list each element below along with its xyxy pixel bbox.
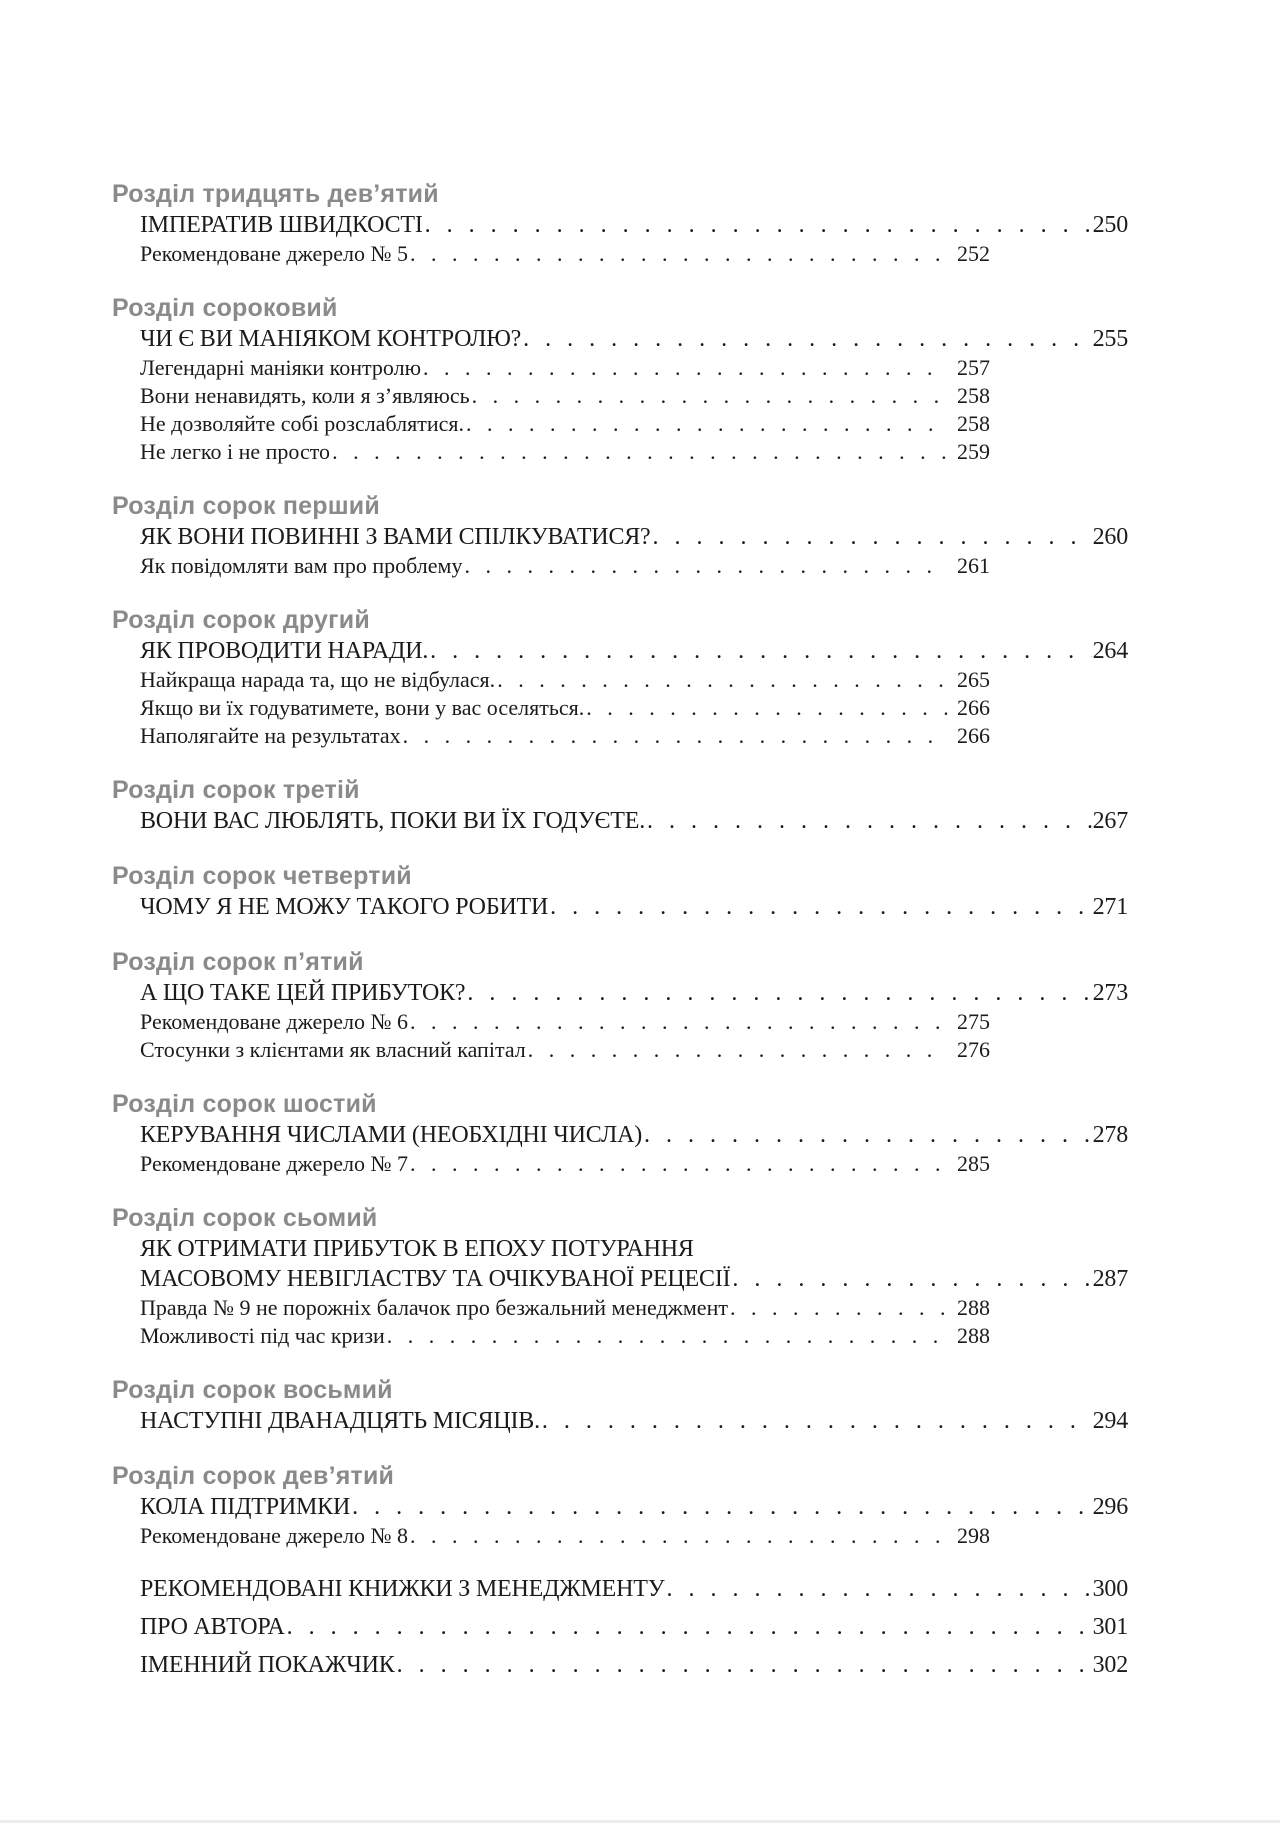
dot-leader xyxy=(395,1650,1092,1680)
toc-entry xyxy=(140,354,1128,382)
toc-sections xyxy=(112,178,1128,1680)
dot-leader xyxy=(350,1492,1092,1522)
toc-section xyxy=(112,860,1128,922)
entry-page-number: 260 xyxy=(1092,524,1128,550)
toc-entry xyxy=(140,694,1128,722)
toc-entry xyxy=(140,1234,1128,1264)
entry-label: Рекомендоване джерело № 6 xyxy=(140,1009,409,1034)
toc-entry xyxy=(140,1264,1128,1294)
section-heading: Розділ сорок третій xyxy=(112,776,360,804)
toc-entry xyxy=(140,1008,1128,1036)
toc-entry xyxy=(140,636,1128,666)
toc-entry xyxy=(140,978,1128,1008)
entry-page-number: 296 xyxy=(1092,1494,1128,1520)
toc-entry xyxy=(140,382,1128,410)
entry-page-number: 273 xyxy=(1092,980,1128,1006)
dot-leader xyxy=(526,1036,947,1064)
toc-section xyxy=(112,292,1128,466)
section-heading: Розділ сорок дев’ятий xyxy=(112,1462,395,1490)
toc-entry xyxy=(140,1120,1128,1150)
dot-leader xyxy=(728,1294,947,1322)
dot-leader xyxy=(408,1522,947,1550)
dot-leader xyxy=(408,240,947,268)
toc-entry xyxy=(140,892,1128,922)
section-heading: Розділ сорок шостий xyxy=(112,1090,377,1118)
entry-page-number: 261 xyxy=(957,553,990,578)
toc-entry xyxy=(140,1612,1128,1642)
entry-label: Якщо ви їх годуватимете, вони у вас оселяться. xyxy=(140,695,585,720)
dot-leader xyxy=(423,210,1092,240)
toc-section xyxy=(112,1374,1128,1436)
section-heading: Розділ сорок сьомий xyxy=(112,1204,378,1232)
dot-leader xyxy=(495,666,947,694)
entry-page-number: 285 xyxy=(957,1151,990,1176)
section-heading: Розділ тридцять дев’ятий xyxy=(112,180,439,208)
entry-page-number: 258 xyxy=(957,411,990,436)
dot-leader xyxy=(385,1322,947,1350)
entry-label: ІМПЕРАТИВ ШВИДКОСТІ xyxy=(140,212,423,238)
dot-leader xyxy=(465,978,1091,1008)
toc-entry xyxy=(140,410,1128,438)
entry-page-number: 298 xyxy=(957,1523,990,1548)
dot-leader xyxy=(401,722,947,750)
dot-leader xyxy=(540,1406,1092,1436)
entry-label: Можливості під час кризи xyxy=(140,1323,385,1348)
toc-section xyxy=(112,1088,1128,1178)
entry-page-number: 288 xyxy=(957,1295,990,1320)
entry-label: ПРО АВТОРА xyxy=(140,1614,285,1640)
toc-section xyxy=(112,604,1128,750)
entry-label: ЧОМУ Я НЕ МОЖУ ТАКОГО РОБИТИ xyxy=(140,894,549,920)
toc-entry xyxy=(140,438,1128,466)
dot-leader xyxy=(642,1120,1092,1150)
entry-label: Вони ненавидять, коли я з’являюсь xyxy=(140,383,470,408)
section-heading: Розділ сорок перший xyxy=(112,492,380,520)
toc-section xyxy=(112,774,1128,836)
toc-entry xyxy=(140,1036,1128,1064)
dot-leader xyxy=(645,806,1092,836)
entry-page-number: 300 xyxy=(1092,1576,1128,1602)
entry-page-number: 288 xyxy=(957,1323,990,1348)
entry-label: МАСОВОМУ НЕВІГЛАСТВУ ТА ОЧІКУВАНОЇ РЕЦЕСІЇ xyxy=(140,1266,731,1292)
toc-section xyxy=(112,490,1128,580)
entry-page-number: 276 xyxy=(957,1037,990,1062)
section-heading: Розділ сороковий xyxy=(112,294,338,322)
toc-section xyxy=(112,1460,1128,1550)
toc-entry xyxy=(140,1574,1128,1604)
entry-label: ЯК ОТРИМАТИ ПРИБУТОК В ЕПОХУ ПОТУРАННЯ xyxy=(140,1236,694,1262)
entry-page-number: 267 xyxy=(1092,808,1128,834)
dot-leader xyxy=(651,522,1092,552)
entry-page-number: 257 xyxy=(957,355,990,380)
entry-label: Легендарні маніяки контролю xyxy=(140,355,422,380)
entry-page-number: 266 xyxy=(957,723,990,748)
toc-entry xyxy=(140,1492,1128,1522)
toc-entry xyxy=(140,806,1128,836)
toc-entry xyxy=(140,1150,1128,1178)
entry-label: ЯК ПРОВОДИТИ НАРАДИ. xyxy=(140,638,429,664)
entry-page-number: 259 xyxy=(957,439,990,464)
dot-leader xyxy=(464,410,947,438)
entry-label: Стосунки з клієнтами як власний капітал xyxy=(140,1037,526,1062)
entry-page-number: 278 xyxy=(1092,1122,1128,1148)
entry-label: Найкраща нарада та, що не відбулася. xyxy=(140,667,496,692)
section-heading: Розділ сорок восьмий xyxy=(112,1376,393,1404)
entry-label: НАСТУПНІ ДВАНАДЦЯТЬ МІСЯЦІВ. xyxy=(140,1408,540,1434)
entry-page-number: 301 xyxy=(1092,1614,1128,1640)
entry-label: ІМЕННИЙ ПОКАЖЧИК xyxy=(140,1652,395,1678)
dot-leader xyxy=(521,324,1091,354)
entry-page-number: 287 xyxy=(1092,1266,1128,1292)
entry-page-number: 255 xyxy=(1092,326,1128,352)
entry-label: А ЩО ТАКЕ ЦЕЙ ПРИБУТОК? xyxy=(140,980,466,1006)
dot-leader xyxy=(330,438,947,466)
toc-entry xyxy=(140,722,1128,750)
entry-label: Рекомендоване джерело № 5 xyxy=(140,241,409,266)
toc-entry xyxy=(140,1522,1128,1550)
dot-leader xyxy=(548,892,1091,922)
entry-label: Не дозволяйте собі розслаблятися. xyxy=(140,411,465,436)
toc-section xyxy=(112,1202,1128,1350)
dot-leader xyxy=(408,1150,947,1178)
toc-section xyxy=(112,1574,1128,1680)
toc-entry xyxy=(140,1406,1128,1436)
section-heading: Розділ сорок другий xyxy=(112,606,370,634)
dot-leader xyxy=(285,1612,1092,1642)
entry-label: ЯК ВОНИ ПОВИННІ З ВАМИ СПІЛКУВАТИСЯ? xyxy=(140,524,651,550)
dot-leader xyxy=(730,1264,1091,1294)
entry-page-number: 250 xyxy=(1092,212,1128,238)
toc-entry xyxy=(140,522,1128,552)
dot-leader xyxy=(428,636,1091,666)
entry-label: Рекомендоване джерело № 7 xyxy=(140,1151,409,1176)
dot-leader xyxy=(462,552,947,580)
entry-label: Правда № 9 не порожніх балачок про безжальний менеджмент xyxy=(140,1295,728,1320)
dot-leader xyxy=(470,382,947,410)
section-heading: Розділ сорок четвертий xyxy=(112,862,412,890)
dot-leader xyxy=(421,354,947,382)
toc-section xyxy=(112,946,1128,1064)
entry-label: Рекомендоване джерело № 8 xyxy=(140,1523,409,1548)
entry-page-number: 302 xyxy=(1092,1652,1128,1678)
entry-page-number: 264 xyxy=(1092,638,1128,664)
entry-label: КОЛА ПІДТРИМКИ xyxy=(140,1494,351,1520)
dot-leader xyxy=(408,1008,947,1036)
entry-page-number: 271 xyxy=(1092,894,1128,920)
entry-label: РЕКОМЕНДОВАНІ КНИЖКИ З МЕНЕДЖМЕНТУ xyxy=(140,1576,665,1602)
entry-label: ЧИ Є ВИ МАНІЯКОМ КОНТРОЛЮ? xyxy=(140,326,522,352)
toc-entry xyxy=(140,210,1128,240)
toc-entry xyxy=(140,240,1128,268)
entry-page-number: 266 xyxy=(957,695,990,720)
dot-leader xyxy=(665,1574,1092,1604)
entry-label: Наполягайте на результатах xyxy=(140,723,401,748)
entry-page-number: 252 xyxy=(957,241,990,266)
section-heading: Розділ сорок п’ятий xyxy=(112,948,364,976)
entry-label: КЕРУВАННЯ ЧИСЛАМИ (НЕОБХІДНІ ЧИСЛА) xyxy=(140,1122,642,1148)
toc-entry xyxy=(140,666,1128,694)
toc-section xyxy=(112,178,1128,268)
entry-page-number: 265 xyxy=(957,667,990,692)
toc-entry xyxy=(140,1650,1128,1680)
entry-label: Як повідомляти вам про проблему xyxy=(140,553,463,578)
entry-label: Не легко і не просто xyxy=(140,439,331,464)
toc-entry xyxy=(140,324,1128,354)
toc-entry xyxy=(140,1322,1128,1350)
entry-page-number: 275 xyxy=(957,1009,990,1034)
entry-label: ВОНИ ВАС ЛЮБЛЯТЬ, ПОКИ ВИ ЇХ ГОДУЄТЕ. xyxy=(140,808,646,834)
entry-page-number: 258 xyxy=(957,383,990,408)
entry-page-number: 294 xyxy=(1092,1408,1128,1434)
dot-leader xyxy=(584,694,947,722)
toc-entry xyxy=(140,1294,1128,1322)
toc-entry xyxy=(140,552,1128,580)
